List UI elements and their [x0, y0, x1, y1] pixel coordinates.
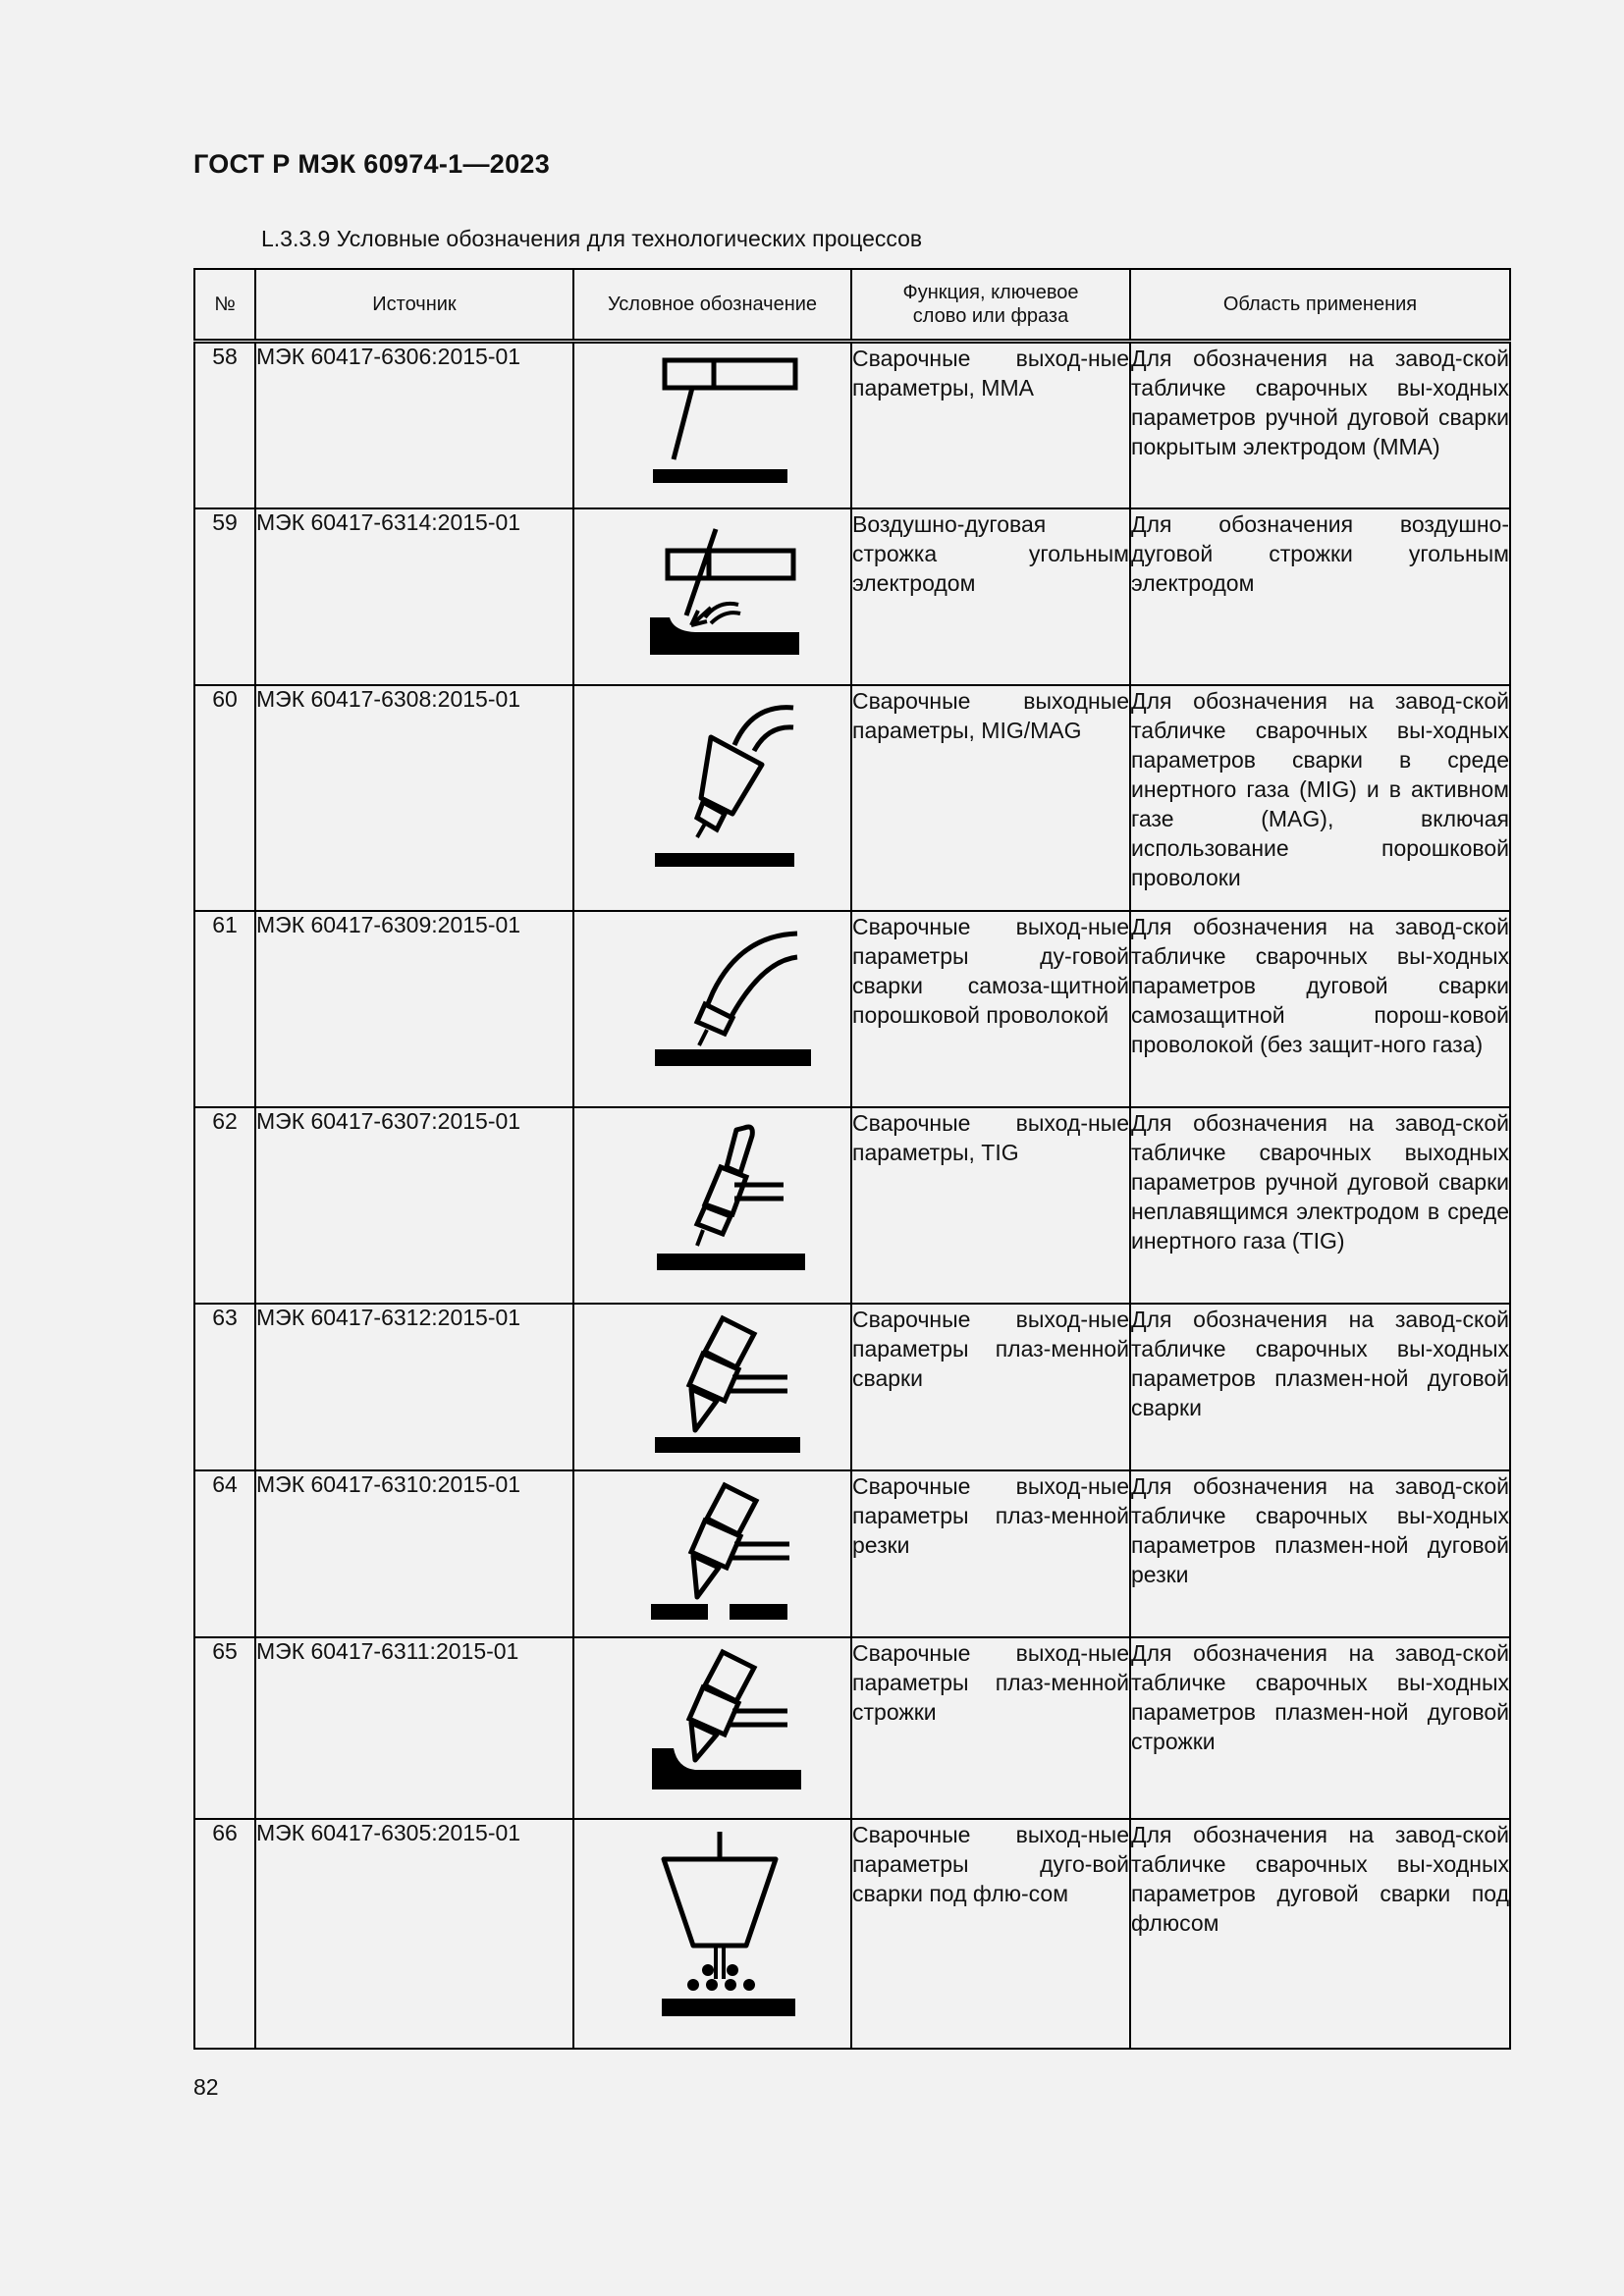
row-function: Сварочные выход-ные параметры ду-говой сварки самоза-щитной порошковой проволокой [851, 911, 1130, 1107]
row-function: Сварочные выходные параметры, MIG/MAG [851, 685, 1130, 911]
row-source: МЭК 60417-6305:2015-01 [255, 1819, 573, 2049]
row-source: МЭК 60417-6309:2015-01 [255, 911, 573, 1107]
air-carbon-arc-gouging-icon [615, 509, 811, 671]
plasma-welding-icon [615, 1305, 811, 1462]
row-number: 59 [194, 508, 255, 685]
row-source: МЭК 60417-6312:2015-01 [255, 1304, 573, 1470]
table-row [194, 508, 1510, 685]
row-source: МЭК 60417-6306:2015-01 [255, 342, 573, 508]
submerged-arc-welding-icon [615, 1820, 811, 2036]
table-row [194, 342, 1510, 508]
row-number: 63 [194, 1304, 255, 1470]
column-header-function: Функция, ключевое слово или фраза [851, 269, 1130, 342]
row-application: Для обозначения на завод-ской табличке сварочных вы-ходных параметров плазмен-ной дуговой строжки [1130, 1637, 1510, 1819]
table-row [194, 1304, 1510, 1470]
symbols-table [193, 268, 1511, 2050]
row-application: Для обозначения на завод-ской табличке сварочных вы-ходных параметров дуговой сварки под флюсом [1130, 1819, 1510, 2049]
column-header-symbol: Условное обозначение [573, 269, 851, 342]
mma-welding-icon [615, 344, 811, 491]
row-application: Для обозначения на завод-ской табличке сварочных вы-ходных параметров дуговой сварки самозащитной порош-ковой проволокой (без защит-ного газа) [1130, 911, 1510, 1107]
row-number: 60 [194, 685, 255, 911]
tig-welding-icon [615, 1108, 811, 1290]
row-application: Для обозначения воздушно-дуговой строжки угольным электродом [1130, 508, 1510, 685]
row-application: Для обозначения на завод-ской табличке сварочных вы-ходных параметров плазмен-ной дуговой резки [1130, 1470, 1510, 1637]
row-source: МЭК 60417-6308:2015-01 [255, 685, 573, 911]
row-number: 58 [194, 342, 255, 508]
row-source: МЭК 60417-6311:2015-01 [255, 1637, 573, 1819]
column-header-number: № [194, 269, 255, 342]
self-shielded-flux-cored-icon [615, 912, 811, 1094]
row-number: 66 [194, 1819, 255, 2049]
row-source: МЭК 60417-6310:2015-01 [255, 1470, 573, 1637]
row-number: 62 [194, 1107, 255, 1304]
plasma-gouging-icon [615, 1638, 811, 1805]
row-number: 64 [194, 1470, 255, 1637]
row-function: Сварочные выход-ные параметры, TIG [851, 1107, 1130, 1304]
table-row [194, 1819, 1510, 2049]
table-row [194, 911, 1510, 1107]
table-row [194, 1107, 1510, 1304]
row-function: Сварочные выход-ные параметры плаз-менной резки [851, 1470, 1130, 1637]
row-application: Для обозначения на завод-ской табличке сварочных выходных параметров ручной дуговой сварки неплавящимся электродом в среде инертного газа (TIG) [1130, 1107, 1510, 1304]
row-application: Для обозначения на завод-ской табличке сварочных вы-ходных параметров плазмен-ной дуговой сварки [1130, 1304, 1510, 1470]
plasma-cutting-icon [615, 1471, 811, 1629]
mig-mag-welding-icon [615, 686, 811, 892]
row-source: МЭК 60417-6307:2015-01 [255, 1107, 573, 1304]
column-header-application: Область применения [1130, 269, 1510, 342]
row-function: Воздушно-дуговая строжка угольным электродом [851, 508, 1130, 685]
row-function: Сварочные выход-ные параметры плаз-менной строжки [851, 1637, 1130, 1819]
table-row [194, 1637, 1510, 1819]
table-header-row [194, 269, 1510, 342]
document-header: ГОСТ Р МЭК 60974-1—2023 [193, 149, 551, 179]
row-number: 61 [194, 911, 255, 1107]
row-application: Для обозначения на завод-ской табличке сварочных вы-ходных параметров ручной дуговой сварки покрытым электродом (ММА) [1130, 342, 1510, 508]
row-function: Сварочные выход-ные параметры дуго-вой сварки под флю-сом [851, 1819, 1130, 2049]
row-function: Сварочные выход-ные параметры плаз-менной сварки [851, 1304, 1130, 1470]
table-row [194, 685, 1510, 911]
row-application: Для обозначения на завод-ской табличке сварочных вы-ходных параметров сварки в среде инертного газа (MIG) и в активном газе (MAG), включая использование порошковой проволоки [1130, 685, 1510, 911]
page-number: 82 [193, 2074, 219, 2100]
row-function: Сварочные выход-ные параметры, ММА [851, 342, 1130, 508]
row-source: МЭК 60417-6314:2015-01 [255, 508, 573, 685]
row-number: 65 [194, 1637, 255, 1819]
table-row [194, 1470, 1510, 1637]
table-caption: L.3.3.9 Условные обозначения для технологических процессов [261, 226, 923, 251]
column-header-source: Источник [255, 269, 573, 342]
